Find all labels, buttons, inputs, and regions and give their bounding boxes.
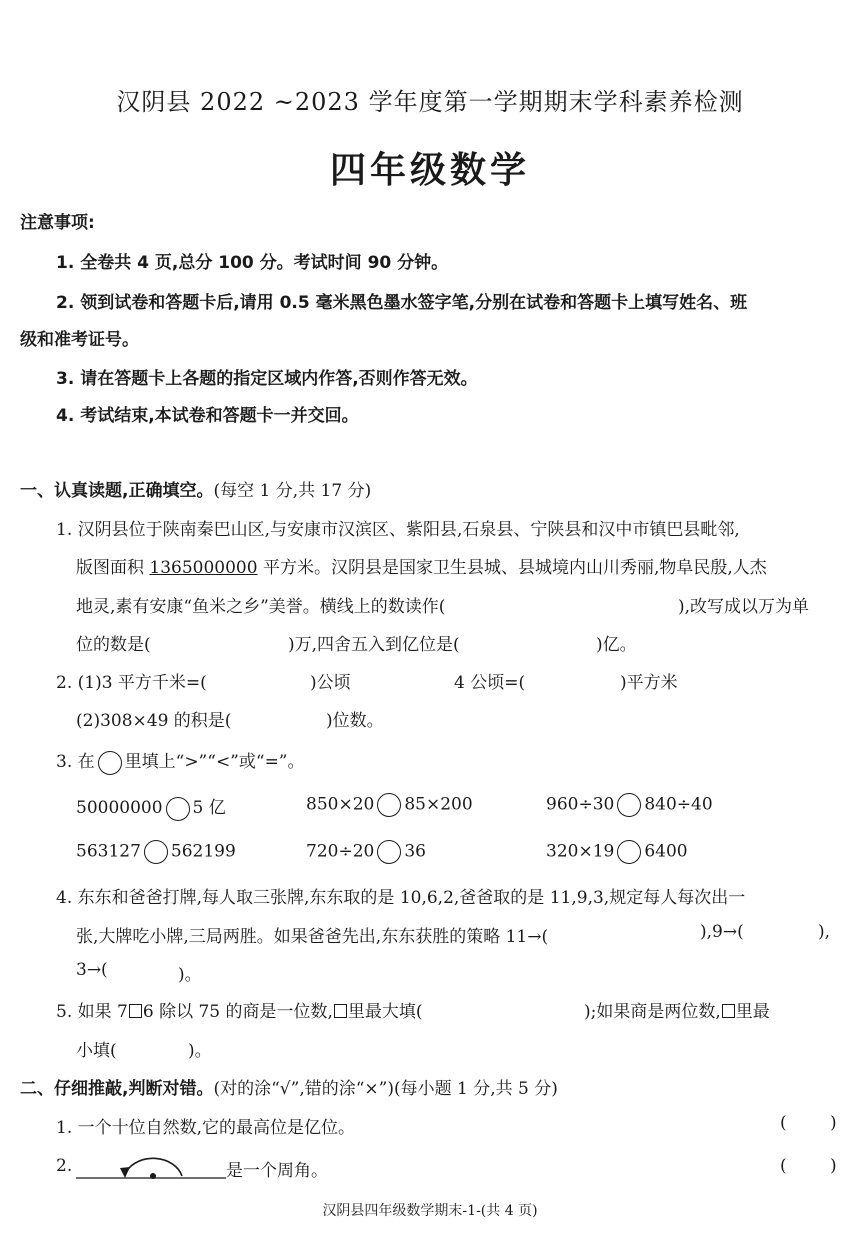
q3-intro bbox=[56, 747, 305, 775]
q3-row2-item3 bbox=[546, 840, 688, 864]
q1-line2 bbox=[76, 553, 767, 578]
q1-underlined-number: 1365000000 bbox=[149, 558, 258, 578]
judge-q1-paren-open[interactable]: ( bbox=[780, 1113, 787, 1133]
judge-q2-text: 是一个周角。 bbox=[226, 1161, 328, 1181]
judge-q1-paren-close: ) bbox=[830, 1113, 837, 1133]
q2-part1-a: 2. (1)3 平方千米=( bbox=[56, 673, 207, 693]
section2-heading: 二、仔细推敲,判断对错。 bbox=[20, 1079, 214, 1099]
q3-right: 562199 bbox=[170, 841, 236, 862]
q3-row2-item1 bbox=[76, 840, 236, 864]
q3-row2-item2 bbox=[306, 840, 426, 864]
q5-line1 bbox=[56, 997, 423, 1022]
q4-line2-c: ), bbox=[818, 922, 831, 942]
q1-line4-a: 位的数是( bbox=[76, 635, 151, 655]
notice-item-4: 4. 考试结束,本试卷和答题卡一并交回。 bbox=[56, 406, 359, 426]
digit-box-icon bbox=[722, 1004, 735, 1018]
q3-left: 720÷20 bbox=[306, 841, 375, 862]
section1-title bbox=[20, 476, 371, 501]
q1-line3-b: ),改写成以万为单 bbox=[678, 597, 810, 617]
q3-right: 840÷40 bbox=[644, 794, 713, 815]
q1-line3-a: 地灵,素有安康“鱼米之乡”美誉。横线上的数读作( bbox=[76, 597, 446, 617]
q3-intro-a: 3. 在 bbox=[56, 752, 95, 772]
q2-part2-a: (2)308×49 的积是( bbox=[76, 711, 232, 731]
q3-right: 6400 bbox=[644, 841, 688, 862]
q3-left: 960÷30 bbox=[546, 794, 615, 815]
answer-circle[interactable] bbox=[617, 840, 641, 864]
q3-right: 85×200 bbox=[404, 794, 473, 815]
judge-q2-paren-open[interactable]: ( bbox=[780, 1156, 787, 1176]
q3-right: 36 bbox=[404, 841, 426, 862]
section2-title bbox=[20, 1074, 558, 1099]
full-angle-figure bbox=[76, 1142, 228, 1182]
answer-circle[interactable] bbox=[377, 793, 401, 817]
arrow-head-icon bbox=[120, 1167, 130, 1178]
section1-note: (每空 1 分,共 17 分) bbox=[213, 481, 372, 501]
q3-left: 563127 bbox=[76, 841, 141, 862]
q1-line2-post: 平方米。汉阴县是国家卫生县城、县城境内山川秀丽,物阜民殷,人杰 bbox=[257, 558, 767, 578]
notice-item-1: 1. 全卷共 4 页,总分 100 分。考试时间 90 分钟。 bbox=[56, 253, 449, 273]
answer-circle[interactable] bbox=[166, 797, 190, 821]
q5-line1-d bbox=[584, 997, 770, 1022]
judge-q1: 1. 一个十位自然数,它的最高位是亿位。 bbox=[56, 1118, 356, 1138]
q1-line2-pre: 版图面积 bbox=[76, 558, 150, 578]
notice-item-3: 3. 请在答题卡上各题的指定区域内作答,否则作答无效。 bbox=[56, 369, 478, 389]
compare-circle-icon bbox=[98, 751, 122, 775]
q5-text-e: 里最 bbox=[735, 1002, 770, 1022]
q2-part1-d: )平方米 bbox=[620, 673, 678, 693]
answer-circle[interactable] bbox=[617, 793, 641, 817]
q1-line1: 1. 汉阴县位于陕南秦巴山区,与安康市汉滨区、紫阳县,石泉县、宁陕县和汉中市镇巴县毗邻, bbox=[56, 520, 740, 540]
page-footer: 汉阴县四年级数学期末-1-(共 4 页) bbox=[322, 1203, 538, 1219]
notice-item-2: 2. 领到试卷和答题卡后,请用 0.5 毫米黑色墨水签字笔,分别在试卷和答题卡上填写姓名、班 bbox=[56, 293, 748, 313]
q3-left: 50000000 bbox=[76, 798, 163, 818]
q3-left: 850×20 bbox=[306, 794, 375, 815]
notice-item-2-cont: 级和准考证号。 bbox=[20, 330, 139, 350]
judge-q2-number: 2. bbox=[56, 1156, 73, 1176]
q3-right: 5 亿 bbox=[192, 798, 226, 818]
vertex-dot bbox=[150, 1173, 156, 1179]
q3-intro-b: 里填上“>”“<”或“=”。 bbox=[124, 752, 305, 772]
notice-title: 注意事项: bbox=[20, 213, 95, 233]
q5-text-a: 5. 如果 7 bbox=[56, 1002, 128, 1022]
q3-row1-item3 bbox=[546, 793, 713, 817]
q5-text-d: );如果商是两位数, bbox=[584, 1002, 721, 1022]
q1-line4-c: )亿。 bbox=[596, 635, 637, 655]
exam-title: 汉阴县 2022 ~2023 学年度第一学期期末学科素养检测 bbox=[116, 88, 744, 116]
q2-part1-c: 4 公顷=( bbox=[454, 673, 526, 693]
q5-text-c: 里最大填( bbox=[347, 1002, 423, 1022]
answer-circle[interactable] bbox=[377, 840, 401, 864]
q5-text-b: 6 除以 75 的商是一位数, bbox=[142, 1002, 333, 1022]
section1-heading: 一、认真读题,正确填空。 bbox=[20, 481, 214, 501]
q4-line2-b: ),9→( bbox=[700, 922, 744, 942]
q3-row1-item2 bbox=[306, 793, 473, 817]
q2-part2-b: )位数。 bbox=[326, 711, 384, 731]
answer-circle[interactable] bbox=[144, 840, 168, 864]
q4-line2-a: 张,大牌吃小牌,三局两胜。如果爸爸先出,东东获胜的策略 11→( bbox=[76, 927, 549, 947]
q1-line4-b: )万,四舍五入到亿位是( bbox=[288, 635, 460, 655]
q5-line2-b: )。 bbox=[188, 1041, 212, 1061]
subject-title: 四年级数学 bbox=[329, 150, 530, 191]
q4-line1: 4. 东东和爸爸打牌,每人取三张牌,东东取的是 10,6,2,爸爸取的是 11,9,3,规定每人每次出一 bbox=[56, 888, 746, 908]
q3-row1-item1 bbox=[76, 793, 226, 821]
digit-box-icon bbox=[129, 1004, 142, 1018]
q4-line3-b: )。 bbox=[178, 965, 202, 985]
digit-box-icon bbox=[334, 1004, 347, 1018]
q2-part1-b: )公顷 bbox=[310, 673, 351, 693]
q4-line3-a: 3→( bbox=[76, 960, 108, 980]
q5-line2-a: 小填( bbox=[76, 1041, 117, 1061]
q3-left: 320×19 bbox=[546, 841, 615, 862]
judge-q2-paren-close: ) bbox=[830, 1156, 837, 1176]
section2-note: (对的涂“√”,错的涂“×”)(每小题 1 分,共 5 分) bbox=[213, 1079, 558, 1099]
